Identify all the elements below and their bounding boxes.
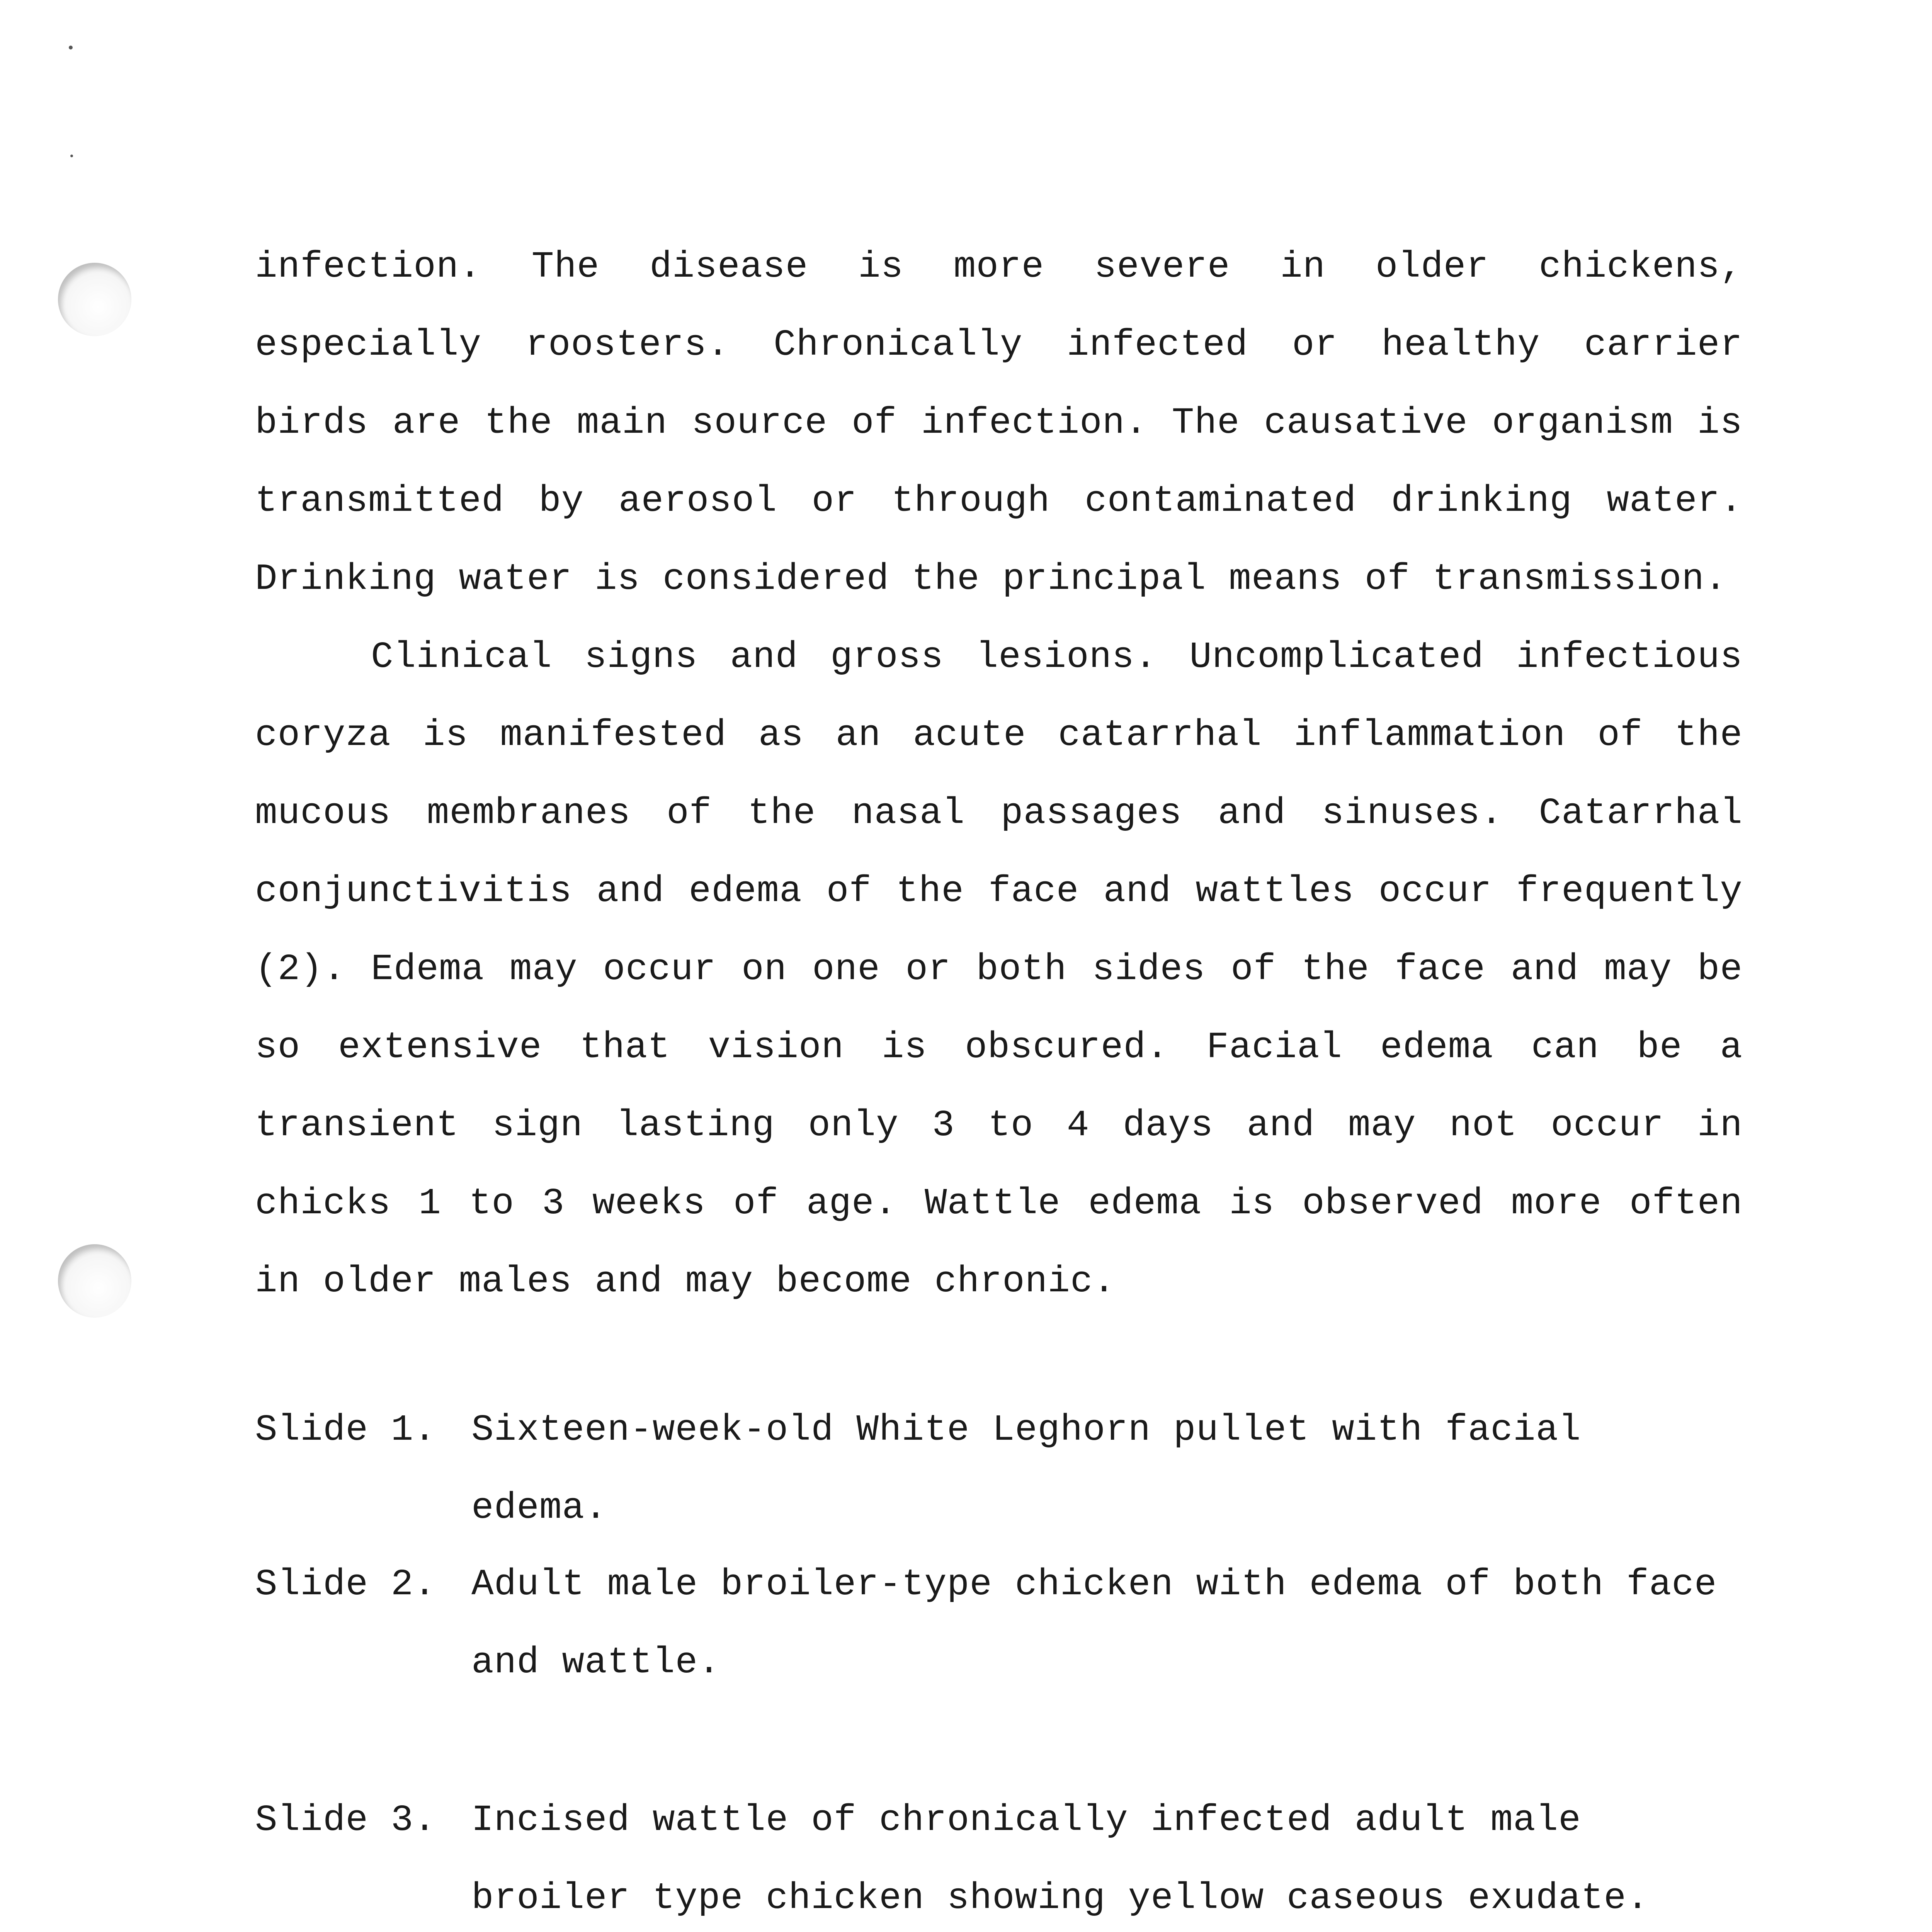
- scan-speck: [69, 46, 73, 49]
- slide-caption-text: Incised wattle of chronically infected adult male broiler type chicken showing yellow caseous exudate.: [471, 1799, 1649, 1919]
- slide-caption-text: Adult male broiler-type chicken with edema of both face and wattle.: [471, 1563, 1717, 1684]
- slide-label: Slide 3.: [255, 1799, 436, 1841]
- slide-label: Slide 1.: [255, 1409, 436, 1451]
- punch-hole-top: [58, 263, 131, 336]
- paragraph-clinical-signs: Clinical signs and gross lesions. Uncomplicated infectious coryza is manifested as an acute catarrhal inflammation of the mucous membranes of the nasal passages and sinuses. Catarrhal conjunctivitis and edema of the face and wattles occur frequently (2). Edema may occur on one or both sides of the face and may be so extensive that vision is obscured. Facial edema can be a transient sign lasting only 3 to 4 days and may not occur in chicks 1 to 3 weeks of age. Wattle edema is observed more often in older males and may become chronic.: [255, 636, 1743, 1303]
- slide-caption-text: Sixteen-week-old White Leghorn pullet with facial edema.: [471, 1409, 1581, 1529]
- paragraph-infection-transmission: infection. The disease is more severe in older chickens, especially roosters. Chronically infected or healthy carrier birds are the main source of infection. The causative organism is transmitted by aerosol or through contaminated drinking water. Drinking water is considered the principal means of transmission.: [255, 246, 1743, 600]
- scan-speck: [70, 155, 73, 157]
- punch-hole-middle: [58, 1244, 131, 1318]
- body-text-top: [255, 228, 1743, 1321]
- slide-caption-1: [255, 1391, 1743, 1547]
- slide-caption-3: [255, 1781, 1743, 1932]
- slide-label: Slide 2.: [255, 1563, 436, 1605]
- slide-caption-2: [255, 1546, 1743, 1702]
